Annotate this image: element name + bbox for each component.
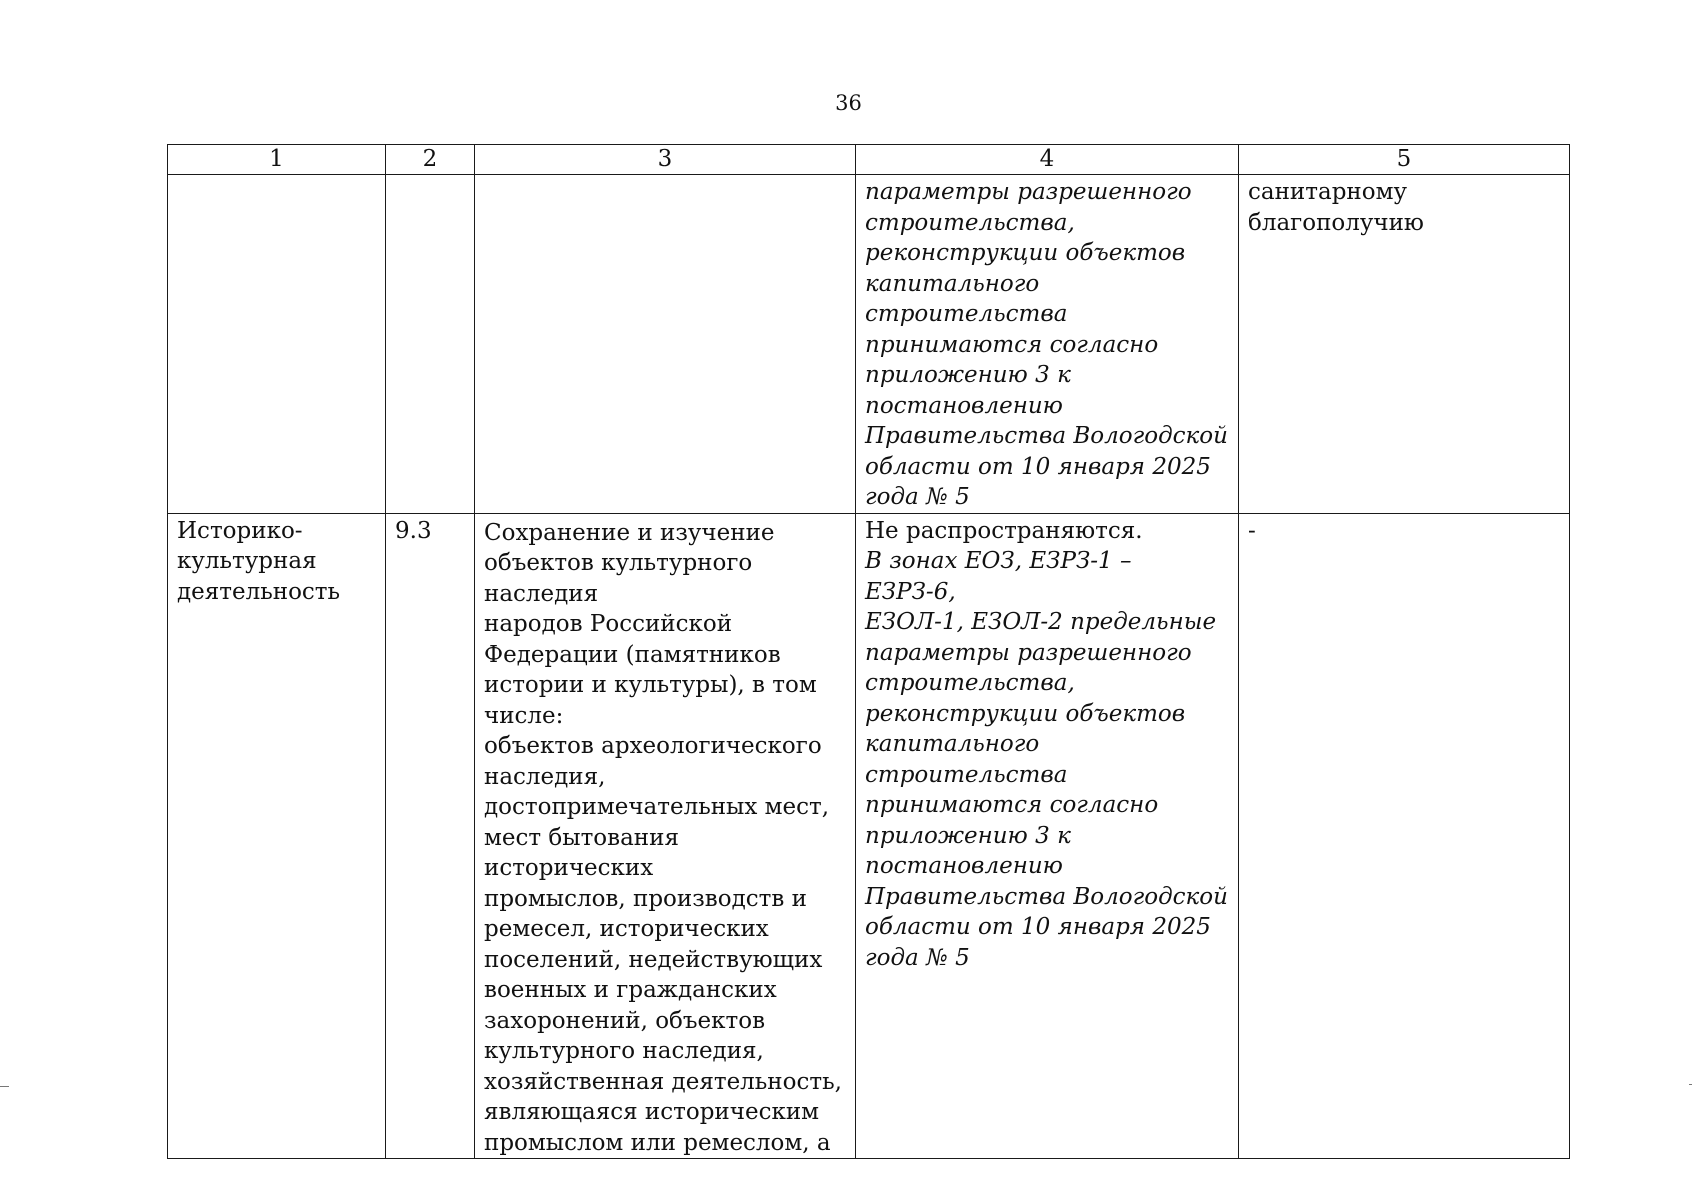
cell-restrictions [1239,175,1570,514]
cell-restrictions [1239,513,1570,1159]
column-header-3: 3 [475,145,856,175]
table-header-row [168,145,1570,175]
parameters-italic-text: В зонах ЕОЗ, ЕЗРЗ-1 – ЕЗРЗ-6, ЕЗОЛ-1, ЕЗОЛ-2 предельные параметры разрешенного строительства, реконструкции объектов капитального строительства принимаются согласно приложению 3 к постановлению Правительства Вологодской области от 10 января 2025 года № 5 [865,548,1228,971]
cell-description [475,513,856,1159]
parameters-regular-text: Не распространяются. [865,517,1143,544]
scan-edge-mark-left [0,1086,9,1087]
column-header-2: 2 [386,145,475,175]
activity-type-text: Историко- культурная деятельность [177,517,341,605]
cell-parameters [856,513,1239,1159]
table-row [168,513,1570,1159]
restrictions-text: санитарному благополучию [1248,179,1424,236]
page-number: 36 [835,91,862,115]
column-header-4: 4 [856,145,1239,175]
restrictions-text: - [1248,517,1256,544]
cell-activity-type [168,175,386,514]
column-header-5: 5 [1239,145,1570,175]
regulation-table [167,144,1570,1159]
activity-code-text: 9.3 [395,517,432,544]
cell-code [386,175,475,514]
cell-code [386,513,475,1159]
cell-description [475,175,856,514]
scan-edge-mark-right [1689,1084,1692,1085]
table-row [168,175,1570,514]
description-text: Сохранение и изучение объектов культурного наследия народов Российской Федерации (памятников истории и культуры), в том числе: объектов археологического наследия, достопримечательных мест, мест бытования исторических промыслов, производств и ремесел, исторических поселений, недействующих военных и гражданских захоронений, объектов культурного наследия, хозяйственная деятельность, являющаяся историческим промыслом или ремеслом, а [484,519,842,1156]
cell-parameters [856,175,1239,514]
column-header-1: 1 [168,145,386,175]
parameters-italic-text: параметры разрешенного строительства, реконструкции объектов капитального строительства принимаются согласно приложению 3 к постановлению Правительства Вологодской области от 10 января 2025 года № 5 [865,179,1228,510]
cell-activity-type [168,513,386,1159]
